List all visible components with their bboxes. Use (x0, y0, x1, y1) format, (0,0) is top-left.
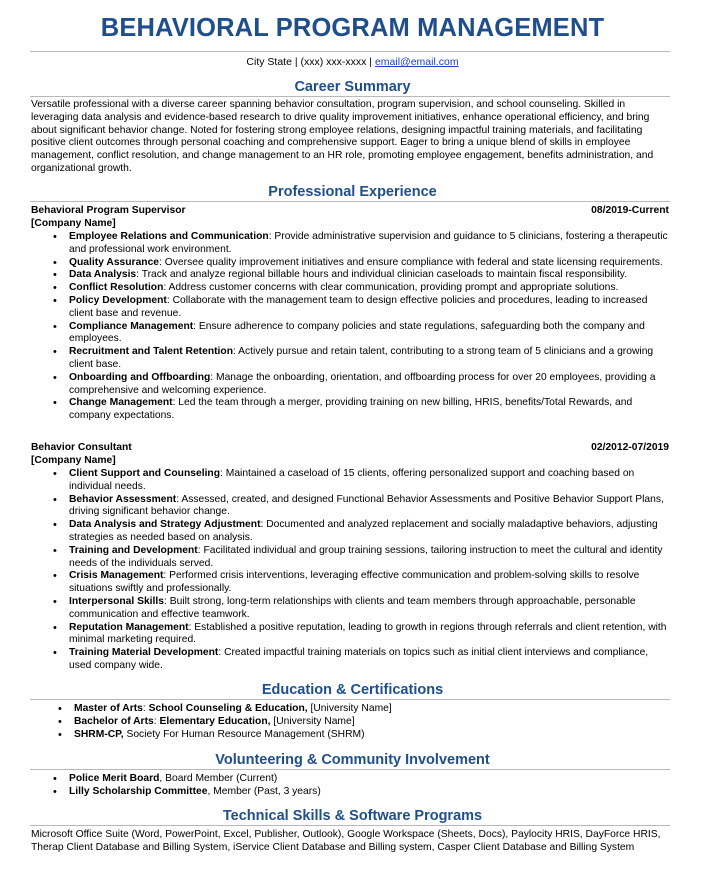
company-name: [Company Name] (31, 218, 116, 229)
list-item: • Interpersonal Skills: Built strong, long-term relationships with clients and team members through approachable, personable communication and effective teamwork. (69, 596, 671, 622)
divider (30, 769, 670, 770)
list-item: • Police Merit Board, Board Member (Current) (69, 773, 669, 786)
job-bullet-list (69, 468, 671, 673)
job-title: Behavior Consultant (31, 442, 132, 453)
list-item: • Recruitment and Talent Retention: Actively pursue and retain talent, contributing to a strong team of 5 clinicians and a growing client base. (69, 346, 671, 372)
section-title-experience: Professional Experience (268, 184, 437, 200)
resume-title: BEHAVIORAL PROGRAM MANAGEMENT (100, 14, 605, 42)
list-item: • Change Management: Led the team through a merger, providing training on new billing, HRIS, benefits/Total Rewards, and company expectations. (69, 397, 671, 423)
list-item: • Onboarding and Offboarding: Manage the onboarding, orientation, and offboarding process for over 20 employees, providing a comprehensive and welcoming experience. (69, 372, 671, 398)
list-item: • Crisis Management: Performed crisis interventions, leveraging effective communication and problem-solving skills to resolve situations swiftly and professionally. (69, 570, 671, 596)
contact-info: City State | (xxx) xxx-xxxx | (246, 56, 375, 68)
job-header (31, 205, 669, 218)
section-title-summary: Career Summary (294, 79, 411, 95)
divider (30, 96, 670, 97)
job-title: Behavioral Program Supervisor (31, 205, 186, 216)
list-item: • Conflict Resolution: Address customer concerns with clear communication, providing prompt and appropriate solutions. (69, 282, 671, 295)
list-item: • Data Analysis: Track and analyze regional billable hours and individual clinician caseloads to maintain fiscal responsibility. (69, 269, 671, 282)
list-item: • Training and Development: Facilitated individual and group training sessions, tailoring instruction to meet the cultural and identity needs of the individuals served. (69, 545, 671, 571)
list-item: • Data Analysis and Strategy Adjustment: Documented and analyzed replacement and socially maladaptive behaviors, adjusting strategies as needed based on analysis. (69, 519, 671, 545)
list-item: • Bachelor of Arts: Elementary Education, [University Name] (74, 716, 670, 729)
list-item: • Policy Development: Collaborate with the management team to design effective policies and procedures, leading to increased client base and revenue. (69, 295, 671, 321)
volunteering-list (69, 773, 669, 799)
divider (30, 51, 670, 52)
section-title-volunteering: Volunteering & Community Involvement (215, 752, 490, 768)
list-item: • Employee Relations and Communication: Provide administrative supervision and guidance to 5 clinicians, fostering a therapeutic and professional work environment. (69, 231, 671, 257)
list-item: • Training Material Development: Created impactful training materials on topics such as initial client interviews and compliance, used company wide. (69, 647, 671, 673)
job-header (31, 442, 669, 455)
job-dates: 02/2012-07/2019 (591, 442, 669, 453)
list-item: • Behavior Assessment: Assessed, created, and designed Functional Behavior Assessments and Positive Behavior Support Plans, driving significant behavior change. (69, 494, 671, 520)
list-item: • Master of Arts: School Counseling & Education, [University Name] (74, 703, 670, 716)
list-item: • Client Support and Counseling: Maintained a caseload of 15 clients, offering personalized support and coaching based on individual needs. (69, 468, 671, 494)
job-dates: 08/2019-Current (591, 205, 669, 216)
list-item: • Quality Assurance: Oversee quality improvement initiatives and ensure compliance with federal and state licensing requirements. (69, 257, 671, 270)
education-list (74, 703, 670, 741)
section-title-skills: Technical Skills & Software Programs (222, 808, 483, 824)
summary-text: Versatile professional with a diverse career spanning behavior consultation, program supervision, and school counseling. Skilled in leveraging data analysis and evidence-based research to drive quality improvement initiatives, enhance operational efficiency, and bring about significant behavior change. Noted for fostering strong employee relations, designing impactful training materials, and facilitating positive client outcomes through personal coaching and comprehensive support. Eager to bring a unique blend of skills in employee management, conflict resolution, and change management to an HR role, promoting employee engagement, benefits administration, and organizational growth. (31, 99, 654, 174)
company-name: [Company Name] (31, 455, 116, 466)
divider (30, 699, 670, 700)
list-item: • SHRM-CP, Society For Human Resource Management (SHRM) (74, 729, 670, 742)
contact-line (0, 56, 705, 68)
job-bullet-list (69, 231, 671, 423)
email-link[interactable]: email@email.com (374, 56, 459, 68)
section-title-education: Education & Certifications (261, 682, 444, 698)
divider (30, 825, 670, 826)
divider (30, 201, 670, 202)
list-item: • Compliance Management: Ensure adherence to company policies and state regulations, safeguarding both the company and employees. (69, 321, 671, 347)
skills-text: Microsoft Office Suite (Word, PowerPoint, Excel, Publisher, Outlook), Google Workspace (Sheets, Docs), Paylocity HRIS, DayForce HRIS, Therap Client Database and Billing System, iService Client Database and Billing system, Casper Client Database and Billing System (31, 829, 661, 853)
list-item: • Lilly Scholarship Committee, Member (Past, 3 years) (69, 786, 669, 799)
list-item: • Reputation Management: Established a positive reputation, leading to growth in regions through referrals and client retention, with minimal marketing required. (69, 622, 671, 648)
